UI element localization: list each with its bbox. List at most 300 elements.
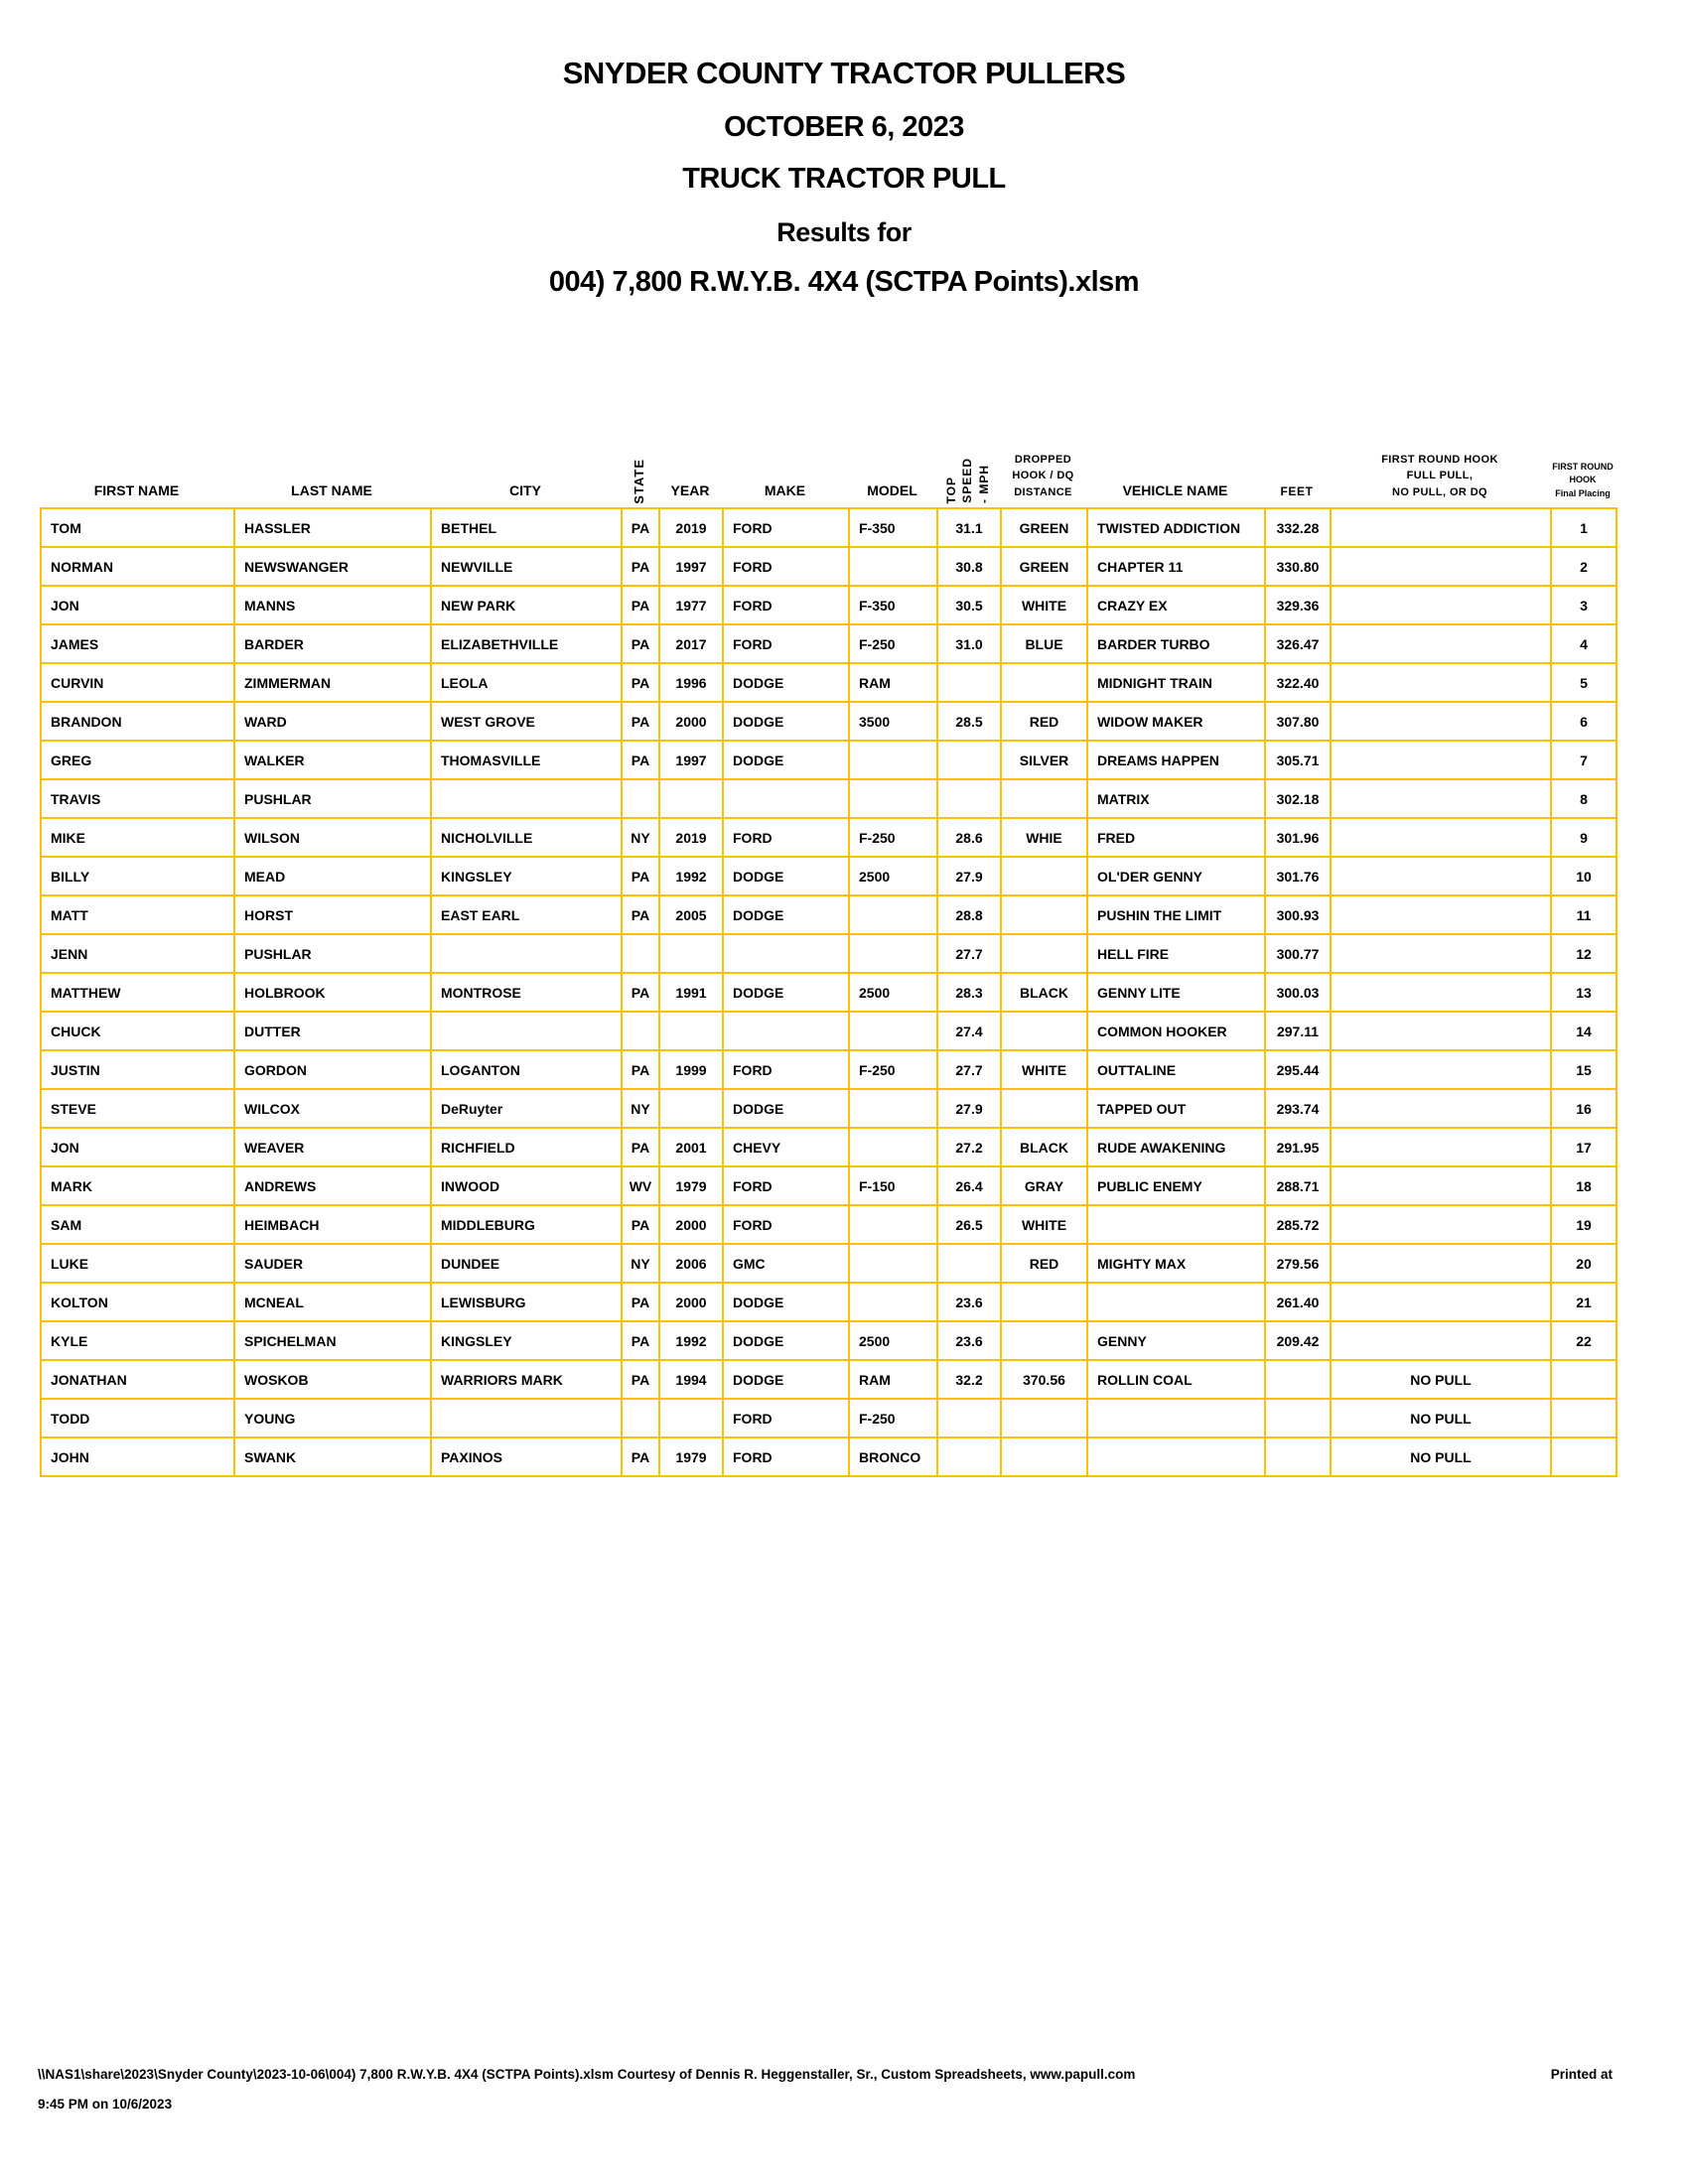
cell-first-name: MIKE (41, 818, 234, 857)
cell-city: NEW PARK (431, 586, 622, 624)
cell-dropped-hook-dq-distance: BLACK (1001, 1128, 1087, 1166)
cell-vehicle-name: OUTTALINE (1087, 1050, 1265, 1089)
cell-first-name: TRAVIS (41, 779, 234, 818)
cell-top-speed: 30.8 (937, 547, 1001, 586)
cell-make: DODGE (723, 1283, 849, 1321)
col-header-first-round-hook (1330, 452, 1550, 508)
cell-feet: 297.11 (1265, 1012, 1331, 1050)
cell-first-round-hook (1331, 1050, 1551, 1089)
cell-model: RAM (849, 1360, 937, 1399)
cell-feet (1265, 1399, 1331, 1437)
cell-make: FORD (723, 624, 849, 663)
cell-dropped-hook-dq-distance: BLACK (1001, 973, 1087, 1012)
cell-feet: 301.76 (1265, 857, 1331, 895)
cell-year: 2019 (659, 818, 723, 857)
cell-make: FORD (723, 1050, 849, 1089)
cell-state: PA (622, 1128, 659, 1166)
cell-top-speed: 28.6 (937, 818, 1001, 857)
cell-top-speed: 27.7 (937, 934, 1001, 973)
cell-last-name: YOUNG (234, 1399, 431, 1437)
cell-city: PAXINOS (431, 1437, 622, 1476)
cell-model (849, 741, 937, 779)
cell-city: LEOLA (431, 663, 622, 702)
cell-first-name: JON (41, 1128, 234, 1166)
cell-first-round-hook: NO PULL (1331, 1437, 1551, 1476)
col-header-first-name: FIRST NAME (93, 481, 180, 498)
cell-last-name: HASSLER (234, 508, 431, 547)
cell-dropped-hook-dq-distance (1001, 1283, 1087, 1321)
cell-city: MONTROSE (431, 973, 622, 1012)
header-line: DISTANCE (1014, 485, 1072, 498)
cell-year: 2005 (659, 895, 723, 934)
cell-feet: 285.72 (1265, 1205, 1331, 1244)
cell-state: PA (622, 973, 659, 1012)
cell-vehicle-name: BARDER TURBO (1087, 624, 1265, 663)
cell-make: DODGE (723, 741, 849, 779)
class-filename: 004) 7,800 R.W.Y.B. 4X4 (SCTPA Points).xlsm (548, 266, 1140, 298)
cell-last-name: DUTTER (234, 1012, 431, 1050)
cell-last-name: ANDREWS (234, 1166, 431, 1205)
cell-first-round-hook: NO PULL (1331, 1399, 1551, 1437)
cell-city (431, 1012, 622, 1050)
cell-dropped-hook-dq-distance: WHITE (1001, 1050, 1087, 1089)
page-footer (38, 2067, 1613, 2113)
cell-first-round-hook (1331, 973, 1551, 1012)
cell-vehicle-name: GENNY (1087, 1321, 1265, 1360)
cell-first-name: KYLE (41, 1321, 234, 1360)
cell-model: F-250 (849, 818, 937, 857)
col-header-top-speed-mph (936, 458, 1000, 507)
cell-vehicle-name (1087, 1205, 1265, 1244)
cell-year: 1994 (659, 1360, 723, 1399)
cell-final-placing: 20 (1551, 1244, 1617, 1283)
cell-vehicle-name: RUDE AWAKENING (1087, 1128, 1265, 1166)
cell-top-speed: 26.4 (937, 1166, 1001, 1205)
cell-last-name: WARD (234, 702, 431, 741)
cell-vehicle-name: HELL FIRE (1087, 934, 1265, 973)
cell-last-name: NEWSWANGER (234, 547, 431, 586)
footer-print-time: 9:45 PM on 10/6/2023 (38, 2097, 173, 2113)
cell-state (622, 1399, 659, 1437)
cell-model: 2500 (849, 973, 937, 1012)
cell-city: MIDDLEBURG (431, 1205, 622, 1244)
cell-state: WV (622, 1166, 659, 1205)
cell-first-name: STEVE (41, 1089, 234, 1128)
table-row (41, 1244, 1617, 1283)
col-header-final-placing (1550, 461, 1616, 508)
cell-city: LOGANTON (431, 1050, 622, 1089)
cell-final-placing: 19 (1551, 1205, 1617, 1244)
cell-model: 3500 (849, 702, 937, 741)
cell-dropped-hook-dq-distance (1001, 1399, 1087, 1437)
cell-first-round-hook (1331, 818, 1551, 857)
cell-city: RICHFIELD (431, 1128, 622, 1166)
cell-vehicle-name: PUSHIN THE LIMIT (1087, 895, 1265, 934)
cell-vehicle-name: MIGHTY MAX (1087, 1244, 1265, 1283)
cell-dropped-hook-dq-distance (1001, 857, 1087, 895)
cell-final-placing: 6 (1551, 702, 1617, 741)
cell-final-placing (1551, 1360, 1617, 1399)
cell-model: RAM (849, 663, 937, 702)
cell-top-speed (937, 779, 1001, 818)
cell-state: PA (622, 663, 659, 702)
cell-final-placing: 13 (1551, 973, 1617, 1012)
cell-feet: 300.03 (1265, 973, 1331, 1012)
cell-make: FORD (723, 1437, 849, 1476)
cell-top-speed (937, 1437, 1001, 1476)
cell-last-name: GORDON (234, 1050, 431, 1089)
cell-feet: 288.71 (1265, 1166, 1331, 1205)
title-block (0, 56, 1688, 299)
cell-final-placing: 8 (1551, 779, 1617, 818)
cell-model: F-350 (849, 586, 937, 624)
cell-model: F-350 (849, 508, 937, 547)
table-row (41, 857, 1617, 895)
table-row (41, 702, 1617, 741)
cell-dropped-hook-dq-distance: GREEN (1001, 508, 1087, 547)
cell-feet: 329.36 (1265, 586, 1331, 624)
table-row (41, 586, 1617, 624)
cell-first-round-hook (1331, 1012, 1551, 1050)
header-line: SPEED (960, 458, 975, 503)
cell-final-placing: 3 (1551, 586, 1617, 624)
cell-first-name: SAM (41, 1205, 234, 1244)
cell-last-name: ZIMMERMAN (234, 663, 431, 702)
cell-year: 1979 (659, 1166, 723, 1205)
col-header-make: MAKE (764, 481, 806, 498)
cell-feet: 326.47 (1265, 624, 1331, 663)
cell-dropped-hook-dq-distance (1001, 663, 1087, 702)
cell-last-name: WOSKOB (234, 1360, 431, 1399)
cell-feet: 302.18 (1265, 779, 1331, 818)
cell-state: NY (622, 1244, 659, 1283)
cell-make: DODGE (723, 1089, 849, 1128)
cell-first-name: TOM (41, 508, 234, 547)
cell-make: FORD (723, 1399, 849, 1437)
cell-dropped-hook-dq-distance: WHIE (1001, 818, 1087, 857)
cell-first-round-hook (1331, 741, 1551, 779)
table-row (41, 663, 1617, 702)
header-line: HOOK (1569, 475, 1597, 484)
cell-first-round-hook (1331, 857, 1551, 895)
header-line: FIRST ROUND HOOK (1381, 453, 1498, 466)
cell-vehicle-name (1087, 1399, 1265, 1437)
cell-year: 2017 (659, 624, 723, 663)
cell-city: LEWISBURG (431, 1283, 622, 1321)
cell-feet: 301.96 (1265, 818, 1331, 857)
cell-vehicle-name: MIDNIGHT TRAIN (1087, 663, 1265, 702)
cell-first-name: MATT (41, 895, 234, 934)
cell-final-placing: 5 (1551, 663, 1617, 702)
cell-make: DODGE (723, 1360, 849, 1399)
cell-top-speed: 27.9 (937, 1089, 1001, 1128)
cell-model: F-250 (849, 1050, 937, 1089)
col-header-feet: FEET (1280, 483, 1314, 498)
cell-make: DODGE (723, 973, 849, 1012)
cell-state: PA (622, 702, 659, 741)
cell-make: DODGE (723, 895, 849, 934)
cell-model (849, 934, 937, 973)
cell-top-speed: 28.8 (937, 895, 1001, 934)
cell-first-name: TODD (41, 1399, 234, 1437)
cell-feet: 330.80 (1265, 547, 1331, 586)
cell-vehicle-name: COMMON HOOKER (1087, 1012, 1265, 1050)
cell-last-name: SPICHELMAN (234, 1321, 431, 1360)
cell-city: DUNDEE (431, 1244, 622, 1283)
cell-feet: 261.40 (1265, 1283, 1331, 1321)
cell-top-speed: 30.5 (937, 586, 1001, 624)
cell-top-speed: 31.0 (937, 624, 1001, 663)
cell-state: PA (622, 1050, 659, 1089)
cell-vehicle-name: TAPPED OUT (1087, 1089, 1265, 1128)
cell-final-placing: 18 (1551, 1166, 1617, 1205)
cell-first-round-hook (1331, 1089, 1551, 1128)
cell-make: FORD (723, 818, 849, 857)
cell-state: PA (622, 1360, 659, 1399)
cell-top-speed: 28.3 (937, 973, 1001, 1012)
cell-state: NY (622, 1089, 659, 1128)
cell-year: 2006 (659, 1244, 723, 1283)
cell-state (622, 934, 659, 973)
cell-state: PA (622, 547, 659, 586)
cell-top-speed: 27.2 (937, 1128, 1001, 1166)
cell-city: WARRIORS MARK (431, 1360, 622, 1399)
cell-model: 2500 (849, 857, 937, 895)
cell-top-speed: 27.9 (937, 857, 1001, 895)
cell-first-round-hook (1331, 1166, 1551, 1205)
cell-state: PA (622, 895, 659, 934)
cell-first-name: KOLTON (41, 1283, 234, 1321)
cell-feet (1265, 1360, 1331, 1399)
table-row (41, 1399, 1617, 1437)
cell-model: F-150 (849, 1166, 937, 1205)
cell-make: DODGE (723, 857, 849, 895)
col-header-vehicle-name: VEHICLE NAME (1122, 481, 1228, 498)
cell-feet: 295.44 (1265, 1050, 1331, 1089)
header-line: Final Placing (1555, 487, 1611, 498)
cell-dropped-hook-dq-distance: RED (1001, 1244, 1087, 1283)
cell-top-speed (937, 1244, 1001, 1283)
cell-make (723, 934, 849, 973)
cell-top-speed: 26.5 (937, 1205, 1001, 1244)
page-title: SNYDER COUNTY TRACTOR PULLERS (562, 56, 1126, 90)
cell-city: WEST GROVE (431, 702, 622, 741)
cell-model: BRONCO (849, 1437, 937, 1476)
cell-feet: 209.42 (1265, 1321, 1331, 1360)
cell-final-placing: 16 (1551, 1089, 1617, 1128)
cell-first-name: LUKE (41, 1244, 234, 1283)
cell-last-name: SAUDER (234, 1244, 431, 1283)
cell-dropped-hook-dq-distance (1001, 1321, 1087, 1360)
cell-feet: 291.95 (1265, 1128, 1331, 1166)
cell-top-speed: 31.1 (937, 508, 1001, 547)
cell-model (849, 779, 937, 818)
cell-state: PA (622, 624, 659, 663)
cell-first-round-hook (1331, 663, 1551, 702)
cell-top-speed (937, 741, 1001, 779)
header-line: TOP (944, 476, 959, 503)
cell-make: CHEVY (723, 1128, 849, 1166)
cell-city: THOMASVILLE (431, 741, 622, 779)
table-row (41, 934, 1617, 973)
cell-state: PA (622, 741, 659, 779)
cell-city: INWOOD (431, 1166, 622, 1205)
cell-model (849, 1283, 937, 1321)
cell-first-name: GREG (41, 741, 234, 779)
cell-state: PA (622, 586, 659, 624)
cell-year (659, 779, 723, 818)
table-row (41, 547, 1617, 586)
cell-feet: 293.74 (1265, 1089, 1331, 1128)
cell-vehicle-name: CHAPTER 11 (1087, 547, 1265, 586)
cell-year: 1977 (659, 586, 723, 624)
cell-make (723, 1012, 849, 1050)
cell-last-name: SWANK (234, 1437, 431, 1476)
footer-line-1 (38, 2067, 1613, 2083)
cell-state: PA (622, 857, 659, 895)
cell-feet: 332.28 (1265, 508, 1331, 547)
table-row (41, 1050, 1617, 1089)
cell-last-name: HEIMBACH (234, 1205, 431, 1244)
cell-year: 1997 (659, 547, 723, 586)
cell-city: KINGSLEY (431, 1321, 622, 1360)
table-row (41, 1128, 1617, 1166)
cell-state (622, 1012, 659, 1050)
cell-first-name: JON (41, 586, 234, 624)
cell-model: F-250 (849, 1399, 937, 1437)
cell-make: FORD (723, 586, 849, 624)
cell-feet: 305.71 (1265, 741, 1331, 779)
table-row (41, 818, 1617, 857)
cell-year: 1996 (659, 663, 723, 702)
cell-year: 1997 (659, 741, 723, 779)
table-row (41, 508, 1617, 547)
cell-vehicle-name: PUBLIC ENEMY (1087, 1166, 1265, 1205)
cell-city: NEWVILLE (431, 547, 622, 586)
table-row (41, 1012, 1617, 1050)
cell-year: 1999 (659, 1050, 723, 1089)
cell-final-placing: 15 (1551, 1050, 1617, 1089)
cell-dropped-hook-dq-distance: WHITE (1001, 586, 1087, 624)
table-row (41, 741, 1617, 779)
cell-vehicle-name: MATRIX (1087, 779, 1265, 818)
cell-dropped-hook-dq-distance (1001, 934, 1087, 973)
event-type: TRUCK TRACTOR PULL (682, 163, 1006, 195)
table-row (41, 624, 1617, 663)
cell-first-round-hook (1331, 1283, 1551, 1321)
cell-first-round-hook (1331, 624, 1551, 663)
cell-city: NICHOLVILLE (431, 818, 622, 857)
cell-first-round-hook (1331, 934, 1551, 973)
cell-dropped-hook-dq-distance (1001, 1089, 1087, 1128)
cell-feet (1265, 1437, 1331, 1476)
cell-model (849, 1012, 937, 1050)
cell-vehicle-name: GENNY LITE (1087, 973, 1265, 1012)
cell-first-name: BRANDON (41, 702, 234, 741)
cell-first-name: JAMES (41, 624, 234, 663)
cell-make: FORD (723, 508, 849, 547)
col-header-state: STATE (631, 459, 646, 504)
cell-city: BETHEL (431, 508, 622, 547)
cell-make: DODGE (723, 1321, 849, 1360)
table-row (41, 1321, 1617, 1360)
cell-vehicle-name: WIDOW MAKER (1087, 702, 1265, 741)
cell-year: 2001 (659, 1128, 723, 1166)
cell-state: NY (622, 818, 659, 857)
cell-first-name: NORMAN (41, 547, 234, 586)
cell-first-name: JUSTIN (41, 1050, 234, 1089)
cell-state (622, 779, 659, 818)
cell-dropped-hook-dq-distance: SILVER (1001, 741, 1087, 779)
cell-first-name: JENN (41, 934, 234, 973)
cell-vehicle-name (1087, 1283, 1265, 1321)
cell-year (659, 1399, 723, 1437)
cell-city (431, 779, 622, 818)
cell-dropped-hook-dq-distance (1001, 779, 1087, 818)
cell-first-name: MARK (41, 1166, 234, 1205)
cell-final-placing: 14 (1551, 1012, 1617, 1050)
cell-model: 2500 (849, 1321, 937, 1360)
table-row (41, 1360, 1617, 1399)
cell-state: PA (622, 1283, 659, 1321)
table-row (41, 973, 1617, 1012)
cell-top-speed: 23.6 (937, 1283, 1001, 1321)
cell-final-placing (1551, 1437, 1617, 1476)
col-header-city: CITY (509, 481, 541, 498)
cell-last-name: MEAD (234, 857, 431, 895)
cell-top-speed: 28.5 (937, 702, 1001, 741)
cell-last-name: WILSON (234, 818, 431, 857)
cell-top-speed: 23.6 (937, 1321, 1001, 1360)
cell-dropped-hook-dq-distance: GRAY (1001, 1166, 1087, 1205)
results-table-wrap (40, 435, 1616, 1477)
cell-dropped-hook-dq-distance: GREEN (1001, 547, 1087, 586)
cell-last-name: HOLBROOK (234, 973, 431, 1012)
header-line: FIRST ROUND (1552, 461, 1614, 472)
cell-first-name: BILLY (41, 857, 234, 895)
cell-last-name: WILCOX (234, 1089, 431, 1128)
cell-model (849, 1244, 937, 1283)
cell-final-placing: 2 (1551, 547, 1617, 586)
cell-state: PA (622, 508, 659, 547)
cell-final-placing: 10 (1551, 857, 1617, 895)
cell-state: PA (622, 1437, 659, 1476)
cell-top-speed: 27.4 (937, 1012, 1001, 1050)
cell-dropped-hook-dq-distance: BLUE (1001, 624, 1087, 663)
cell-top-speed (937, 1399, 1001, 1437)
cell-year: 2000 (659, 1205, 723, 1244)
cell-final-placing (1551, 1399, 1617, 1437)
cell-last-name: PUSHLAR (234, 779, 431, 818)
cell-first-round-hook (1331, 1128, 1551, 1166)
cell-vehicle-name: DREAMS HAPPEN (1087, 741, 1265, 779)
event-date: OCTOBER 6, 2023 (724, 111, 964, 143)
cell-final-placing: 1 (1551, 508, 1617, 547)
cell-final-placing: 17 (1551, 1128, 1617, 1166)
cell-city (431, 1399, 622, 1437)
cell-final-placing: 7 (1551, 741, 1617, 779)
cell-final-placing: 4 (1551, 624, 1617, 663)
cell-last-name: WEAVER (234, 1128, 431, 1166)
cell-final-placing: 9 (1551, 818, 1617, 857)
cell-make: FORD (723, 1166, 849, 1205)
cell-dropped-hook-dq-distance (1001, 895, 1087, 934)
cell-first-round-hook (1331, 702, 1551, 741)
cell-dropped-hook-dq-distance: 370.56 (1001, 1360, 1087, 1399)
cell-city: EAST EARL (431, 895, 622, 934)
cell-year: 1991 (659, 973, 723, 1012)
cell-first-round-hook (1331, 586, 1551, 624)
